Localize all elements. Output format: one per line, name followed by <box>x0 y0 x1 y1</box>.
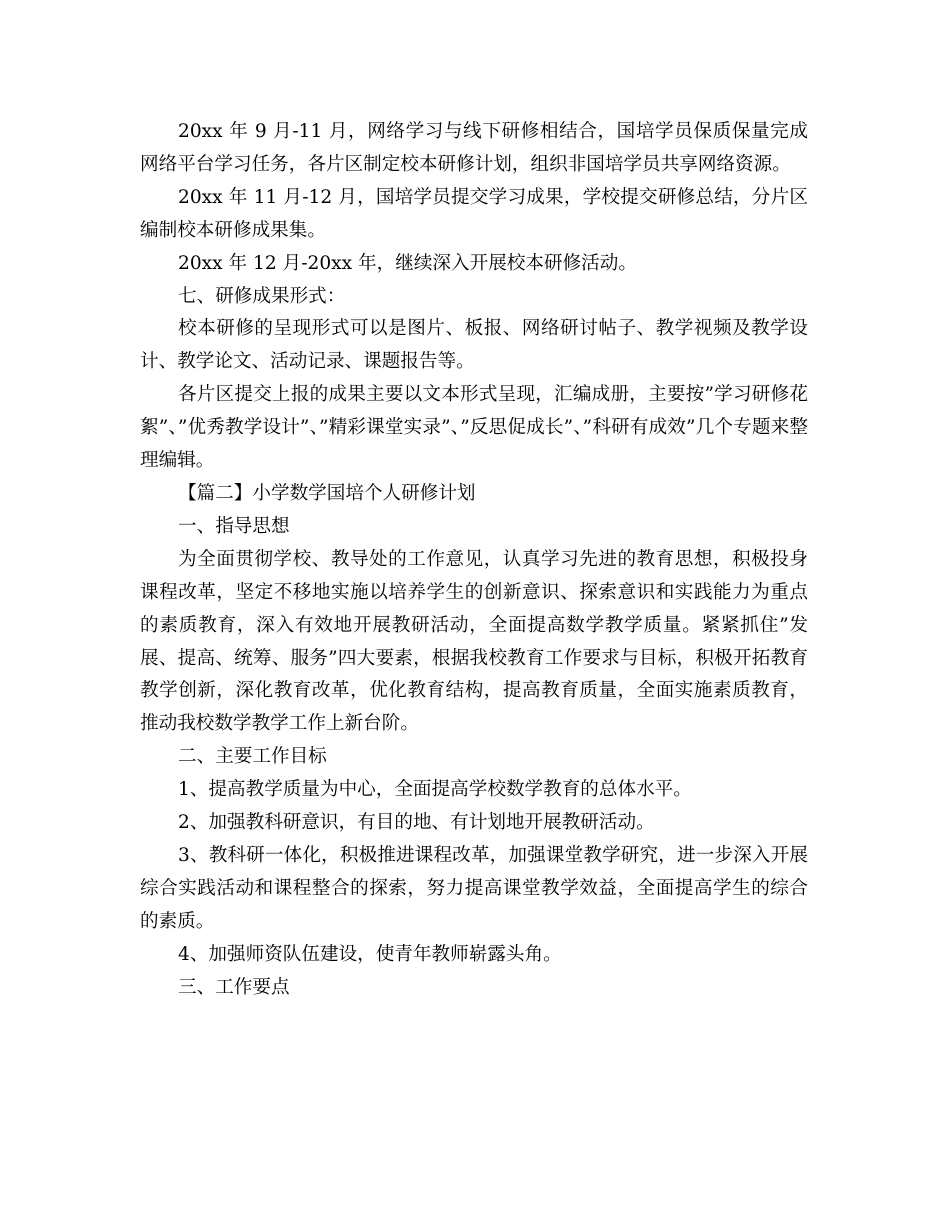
paragraph-schedule-sep-nov: 20xx 年 9 月-11 月，网络学习与线下研修相结合，国培学员保质保量完成网络平台学习任务，各片区制定校本研修计划，组织非国培学员共享网络资源。 <box>140 121 808 175</box>
heading-main-goals: 二、主要工作目标 <box>178 746 327 768</box>
heading-work-points: 三、工作要点 <box>178 976 290 998</box>
heading-part-two-title: 【篇二】小学数学国培个人研修计划 <box>178 482 476 504</box>
paragraph-outcome-submission: 各片区提交上报的成果主要以文本形式呈现，汇编成册，主要按”学习研修花絮”、”优秀教学设计”、”精彩课堂实录”、”反思促成长”、”科研有成效”几个专题来整理编辑。 <box>140 384 808 472</box>
document-body <box>140 116 808 1004</box>
list-item-goal-1: 1、提高教学质量为中心，全面提高学校数学教育的总体水平。 <box>178 779 692 801</box>
paragraph-outcome-forms: 校本研修的呈现形式可以是图片、板报、网络研讨帖子、教学视频及教学设计、教学论文、活动记录、课题报告等。 <box>140 318 808 373</box>
paragraph-guiding-ideology: 为全面贯彻学校、教导处的工作意见，认真学习先进的教育思想，积极投身课程改革，坚定不移地实施以培养学生的创新意识、探索意识和实践能力为重点的素质教育，深入有效地开展教研活动，全面提高数学教学质量。紧紧抓住”发展、提高、统筹、服务”四大要素，根据我校教育工作要求与目标，积极开拓教育教学创新，深化教育改革，优化教育结构，提高教育质量，全面实施素质教育，推动我校数学教学工作上新台阶。 <box>140 548 808 735</box>
list-item-goal-2: 2、加强教科研意识，有目的地、有计划地开展教研活动。 <box>178 812 655 834</box>
heading-research-outcome-forms: 七、研修成果形式： <box>178 285 346 307</box>
paragraph-schedule-nov-dec: 20xx 年 11 月-12 月，国培学员提交学习成果，学校提交研修总结，分片区编制校本研修成果集。 <box>140 186 808 241</box>
list-item-goal-3: 3、教科研一体化，积极推进课程改革，加强课堂教学研究，进一步深入开展综合实践活动和课程整合的探索，努力提高课堂教学效益，全面提高学生的综合的素质。 <box>140 844 808 932</box>
list-item-goal-4: 4、加强师资队伍建设，使青年教师崭露头角。 <box>178 943 562 965</box>
paragraph-schedule-dec-onward: 20xx 年 12 月-20xx 年，继续深入开展校本研修活动。 <box>178 252 637 274</box>
heading-guiding-ideology: 一、指导思想 <box>178 515 290 537</box>
